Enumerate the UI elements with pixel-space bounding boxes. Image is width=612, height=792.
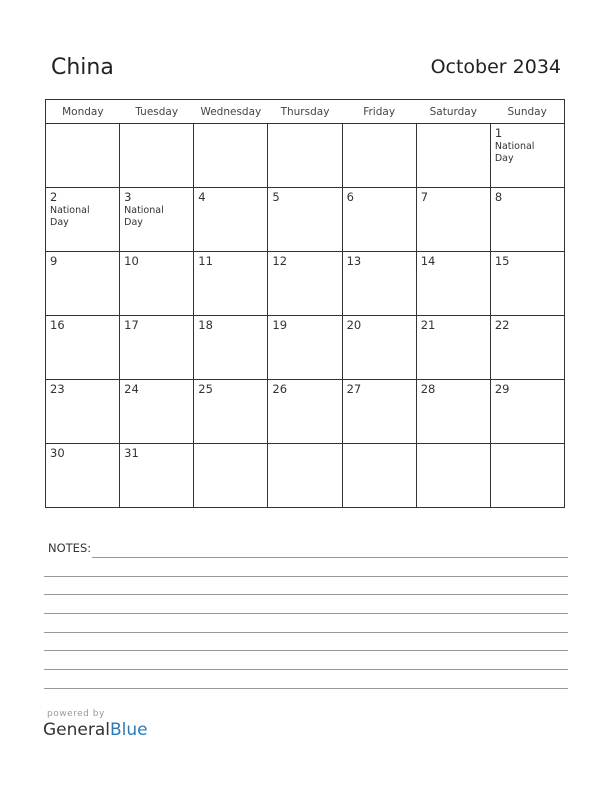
day-cell[interactable]	[120, 316, 194, 380]
day-number: 3	[124, 190, 132, 204]
day-cell[interactable]	[490, 188, 564, 252]
day-number: 27	[346, 382, 362, 396]
day-number: 7	[420, 190, 429, 204]
note-line	[44, 576, 568, 577]
month-title: October 2034	[430, 56, 561, 78]
day-number: 28	[420, 382, 436, 396]
day-number: 18	[198, 318, 213, 332]
day-number: 5	[272, 190, 280, 204]
day-cell[interactable]	[46, 316, 120, 380]
day-cell[interactable]	[268, 444, 342, 508]
note-line	[44, 688, 568, 689]
day-cell[interactable]	[416, 124, 490, 188]
day-cell[interactable]	[416, 316, 490, 380]
day-cell[interactable]	[416, 188, 490, 252]
day-number: 26	[272, 382, 288, 396]
day-number: 19	[272, 318, 288, 332]
day-number: 20	[346, 318, 362, 332]
day-cell[interactable]	[268, 380, 342, 444]
note-line	[44, 632, 568, 633]
day-cell[interactable]	[342, 316, 416, 380]
note-line	[44, 613, 568, 614]
day-cell[interactable]	[194, 444, 268, 508]
day-cell[interactable]	[194, 188, 268, 252]
day-number: 11	[198, 254, 213, 268]
day-number: 21	[420, 318, 436, 332]
day-number: 13	[346, 254, 362, 268]
day-number: 6	[346, 190, 354, 204]
day-number: 15	[494, 254, 510, 268]
day-number: 23	[50, 382, 65, 396]
day-cell[interactable]	[490, 316, 564, 380]
day-cell[interactable]	[268, 316, 342, 380]
notes-label: NOTES:	[48, 541, 92, 555]
day-number: 4	[198, 190, 206, 204]
day-cell[interactable]	[342, 188, 416, 252]
note-line	[92, 557, 568, 558]
day-cell[interactable]	[342, 444, 416, 508]
weekday-header: Monday	[46, 100, 120, 124]
weekday-header-row	[46, 100, 565, 124]
day-number: 10	[124, 254, 139, 268]
weekday-header: Saturday	[416, 100, 490, 124]
note-line	[44, 650, 568, 651]
week-row	[46, 316, 565, 380]
day-cell[interactable]	[194, 252, 268, 316]
day-cell[interactable]	[490, 124, 564, 188]
day-number: 12	[272, 254, 288, 268]
day-number: 9	[50, 254, 58, 268]
day-cell[interactable]	[46, 444, 120, 508]
weekday-header: Tuesday	[120, 100, 194, 124]
day-number: 2	[50, 190, 58, 204]
day-cell[interactable]	[268, 252, 342, 316]
day-number: 31	[124, 446, 139, 460]
day-cell[interactable]	[46, 252, 120, 316]
day-cell[interactable]	[120, 444, 194, 508]
day-cell[interactable]	[268, 124, 342, 188]
powered-by-text: powered by	[47, 709, 105, 719]
day-cell[interactable]	[490, 380, 564, 444]
weekday-header: Thursday	[268, 100, 342, 124]
day-number: 25	[198, 382, 213, 396]
holiday-label: National Day	[50, 205, 90, 228]
day-number: 24	[124, 382, 139, 396]
note-line	[44, 669, 568, 670]
weekday-header: Friday	[342, 100, 416, 124]
week-row	[46, 380, 565, 444]
day-number: 29	[494, 382, 510, 396]
week-row	[46, 124, 565, 188]
day-cell[interactable]	[490, 444, 564, 508]
week-row	[46, 444, 565, 508]
day-cell[interactable]	[416, 444, 490, 508]
day-cell[interactable]	[194, 380, 268, 444]
day-cell[interactable]	[416, 252, 490, 316]
holiday-label: National Day	[124, 205, 164, 228]
country-title: China	[51, 55, 114, 80]
note-line	[44, 594, 568, 595]
day-number: 17	[124, 318, 139, 332]
day-cell[interactable]	[120, 188, 194, 252]
day-cell[interactable]	[46, 124, 120, 188]
brand-name-part1: General	[43, 720, 110, 740]
day-cell[interactable]	[416, 380, 490, 444]
holiday-label: National Day	[494, 141, 535, 164]
weekday-header: Sunday	[490, 100, 564, 124]
week-row	[46, 188, 565, 252]
brand-name-part2: Blue	[110, 720, 148, 740]
day-number: 8	[494, 190, 503, 204]
day-number: 14	[420, 254, 436, 268]
day-cell[interactable]	[120, 380, 194, 444]
day-cell[interactable]	[342, 380, 416, 444]
day-number: 22	[494, 318, 510, 332]
day-cell[interactable]	[342, 252, 416, 316]
day-cell[interactable]	[120, 124, 194, 188]
day-cell[interactable]	[46, 188, 120, 252]
weekday-header: Wednesday	[194, 100, 268, 124]
week-row	[46, 252, 565, 316]
day-number: 16	[50, 318, 65, 332]
calendar-grid	[45, 99, 565, 508]
day-cell[interactable]	[46, 380, 120, 444]
day-number: 1	[494, 126, 503, 140]
day-cell[interactable]	[490, 252, 564, 316]
brand-logo[interactable]	[43, 720, 148, 740]
day-cell[interactable]	[194, 124, 268, 188]
day-cell[interactable]	[194, 316, 268, 380]
day-cell[interactable]	[120, 252, 194, 316]
day-cell[interactable]	[268, 188, 342, 252]
day-number: 30	[50, 446, 65, 460]
day-cell[interactable]	[342, 124, 416, 188]
